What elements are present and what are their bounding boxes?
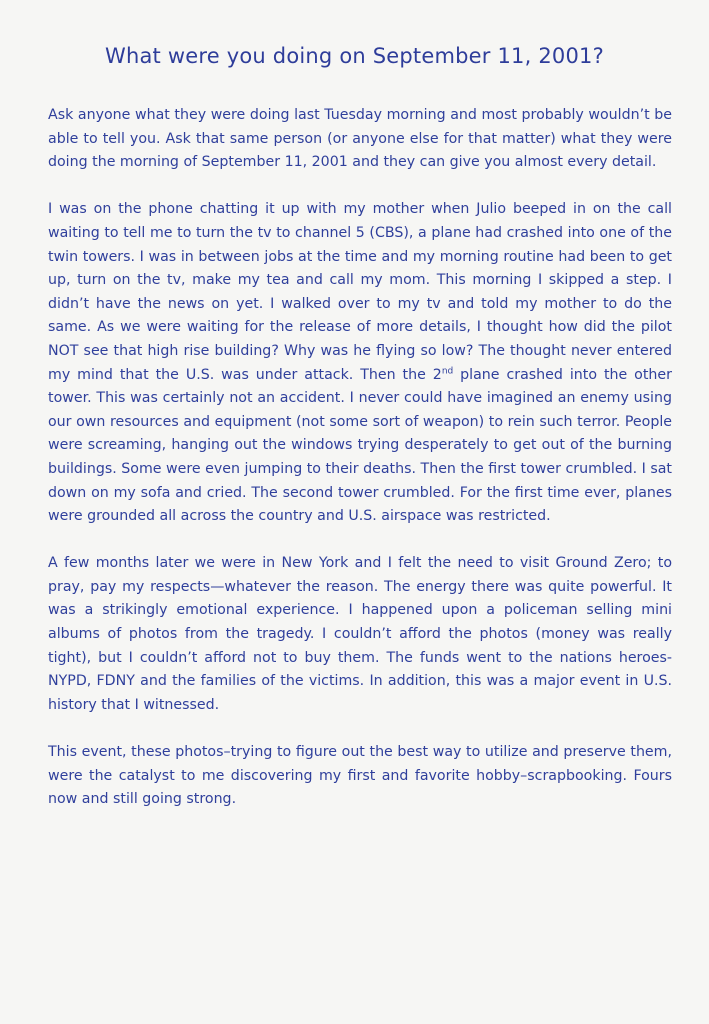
paragraph-scrapbooking: This event, these photos–trying to figure out the best way to utilize and preserve them, were the catalyst to me discovering my first and favorite hobby–scrapbooking. Fours now and still going strong. <box>48 744 672 808</box>
page-title: What were you doing on September 11, 2001? <box>105 44 604 68</box>
document-body <box>48 104 672 835</box>
paragraph-morning-account: I was on the phone chatting it up with my mother when Julio beeped in on the call waiting to tell me to turn the tv to channel 5 (CBS), a plane had crashed into one of the twin towers. I was in between jobs at the time and my morning routine had been to get up, turn on the tv, make my tea and call my mom. This morning I skipped a step. I didn’t have the news on yet. I walked over to my tv and told my mother to do the same. As we were waiting for the release of more details, I thought how did the pilot NOT see that high rise building? Why was he flying so low? The thought never entered my mind that the U.S. was under attack. Then the 2nd plane crashed into the other tower. This was certainly not an accident. I never could have imagined an enemy using our own resources and equipment (not some sort of weapon) to rein such terror. People were screaming, hanging out the windows trying desperately to get out of the burning buildings. Some were even jumping to their deaths. Then the first tower crumbled. I sat down on my sofa and cried. The second tower crumbled. For the first time ever, planes were grounded all across the country and U.S. airspace was restricted. <box>48 201 672 525</box>
paragraph-ground-zero-visit: A few months later we were in New York and I felt the need to visit Ground Zero; to pray, pay my respects—whatever the reason. The energy there was quite powerful. It was a strikingly emotional experience. I happened upon a policeman selling mini albums of photos from the tragedy. I couldn’t afford the photos (money was really tight), but I couldn’t afford not to buy them. The funds went to the nations heroes- NYPD, FDNY and the families of the victims. In addition, this was a major event in U.S. history that I witnessed. <box>48 555 672 713</box>
ordinal-suffix: nd <box>441 365 454 376</box>
paragraph-intro: Ask anyone what they were doing last Tuesday morning and most probably wouldn’t be able to tell you. Ask that same person (or anyone else for that matter) what they were doing the morning of September 11, 2001 and they can give you almost every detail. <box>48 107 672 171</box>
